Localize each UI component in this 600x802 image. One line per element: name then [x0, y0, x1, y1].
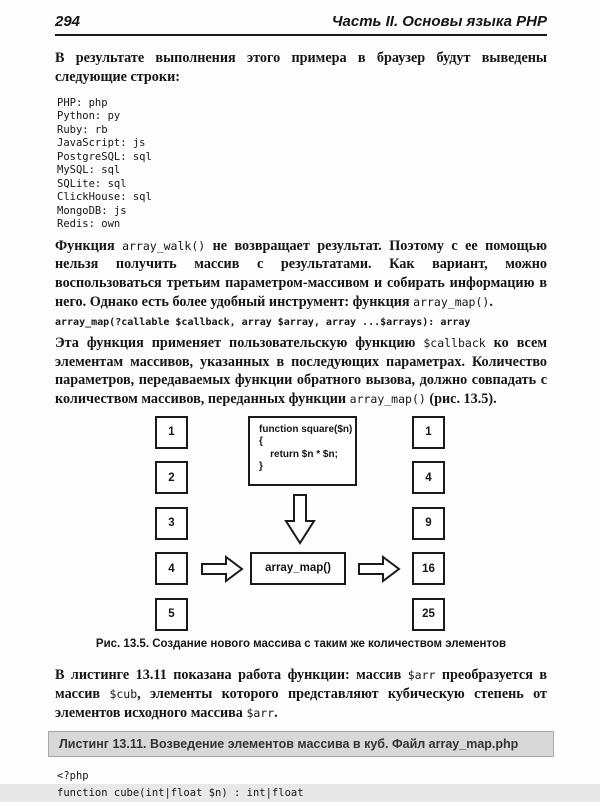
- callback-code-line: {: [259, 436, 263, 448]
- text-run: .: [489, 293, 493, 310]
- right-arrow-output-icon: [358, 556, 400, 582]
- source-array-element-box: 3: [155, 507, 188, 540]
- result-array-element-box: 1: [412, 416, 445, 449]
- output-code-line: JavaScript: js: [57, 137, 146, 150]
- inline-code: $cub: [109, 686, 138, 701]
- text-run: , элементы которого представляют кубическую степень от элементов исходного массива: [55, 685, 548, 721]
- listing-intro-paragraph: [55, 666, 547, 722]
- inline-code: array_map(): [349, 392, 426, 407]
- listing-code-line: <?php: [57, 770, 89, 783]
- source-array-element-box: 4: [155, 552, 188, 585]
- inline-code: $arr: [407, 667, 436, 682]
- callback-code-box: [248, 416, 357, 486]
- listing-code-block: [57, 768, 547, 802]
- listing-title-bar: Листинг 13.11. Возведение элементов массива в куб. Файл array_map.php: [48, 731, 554, 757]
- callback-code-line: }: [259, 461, 263, 473]
- output-code-line: PHP: php: [57, 96, 108, 109]
- figure-caption: Рис. 13.5. Создание нового массива с таким же количеством элементов: [95, 637, 507, 650]
- output-code-line: Redis: own: [57, 218, 121, 231]
- source-array-element-box: 1: [155, 416, 188, 449]
- inline-code: array_walk(): [122, 238, 206, 253]
- inline-code: $callback: [423, 335, 486, 350]
- text-run: не возвращает результат. Поэтому с ее помощью нельзя получить массив с результатами. Как вариант, можно воспользоваться третьим параметром-массивом и собирать информацию в него. Однако есть более удобный инструмент: функция: [55, 237, 548, 310]
- text-run: Функция: [55, 237, 123, 254]
- inline-code: array_map(): [413, 294, 490, 309]
- output-code-block: [57, 97, 547, 232]
- output-code-line: SQLite: sql: [57, 177, 127, 190]
- output-code-line: Ruby: rb: [57, 123, 108, 136]
- figure-13-5-diagram: [55, 416, 547, 631]
- output-code-line: PostgreSQL: sql: [57, 150, 152, 163]
- array-map-paragraph: [55, 334, 547, 409]
- result-array-element-box: 4: [412, 461, 445, 494]
- page-number: 294: [55, 13, 81, 30]
- callback-code-line: function square($n): [259, 423, 353, 435]
- output-code-line: Python: py: [57, 110, 121, 123]
- listing-code-line: function cube(int|float $n) : int|float: [57, 787, 304, 800]
- output-code-line: ClickHouse: sql: [57, 191, 152, 204]
- running-header: [55, 13, 547, 36]
- inline-code: $arr: [246, 705, 275, 720]
- source-array-column: [155, 416, 188, 631]
- result-array-element-box: 16: [412, 552, 445, 585]
- result-array-element-box: 9: [412, 507, 445, 540]
- output-code-line: MySQL: sql: [57, 164, 121, 177]
- right-arrow-input-icon: [201, 556, 243, 582]
- text-run: ко всем элементам массивов, указанных в последующих параметрах. Количество параметров, передаваемых функции обратного вызова, должно совпадать с количеством массивов, переданных функции: [55, 334, 547, 408]
- text-run: .: [274, 704, 278, 721]
- running-title: Часть II. Основы языка PHP: [331, 13, 547, 30]
- source-array-element-box: 2: [155, 461, 188, 494]
- text-run: В листинге 13.11 показана работа функции: массив: [55, 666, 408, 683]
- down-arrow-icon: [285, 494, 315, 544]
- text-run: преобразуется в массив: [55, 666, 547, 702]
- result-array-column: [412, 416, 445, 631]
- array-map-function-box: array_map(): [250, 552, 346, 585]
- result-array-element-box: 25: [412, 598, 445, 631]
- intro-paragraph: В результате выполнения этого примера в браузер будут выведены следующие строки:: [55, 50, 547, 85]
- source-array-element-box: 5: [155, 598, 188, 631]
- array-walk-paragraph: [55, 237, 547, 312]
- text-run: Эта функция применяет пользовательскую функцию: [55, 334, 424, 351]
- array-map-signature: array_map(?callable $callback, array $array, array ...$arrays): array: [55, 316, 471, 328]
- output-code-line: MongoDB: js: [57, 204, 127, 217]
- callback-code-line: return $n * $n;: [259, 448, 338, 460]
- text-run: (рис. 13.5).: [425, 391, 497, 408]
